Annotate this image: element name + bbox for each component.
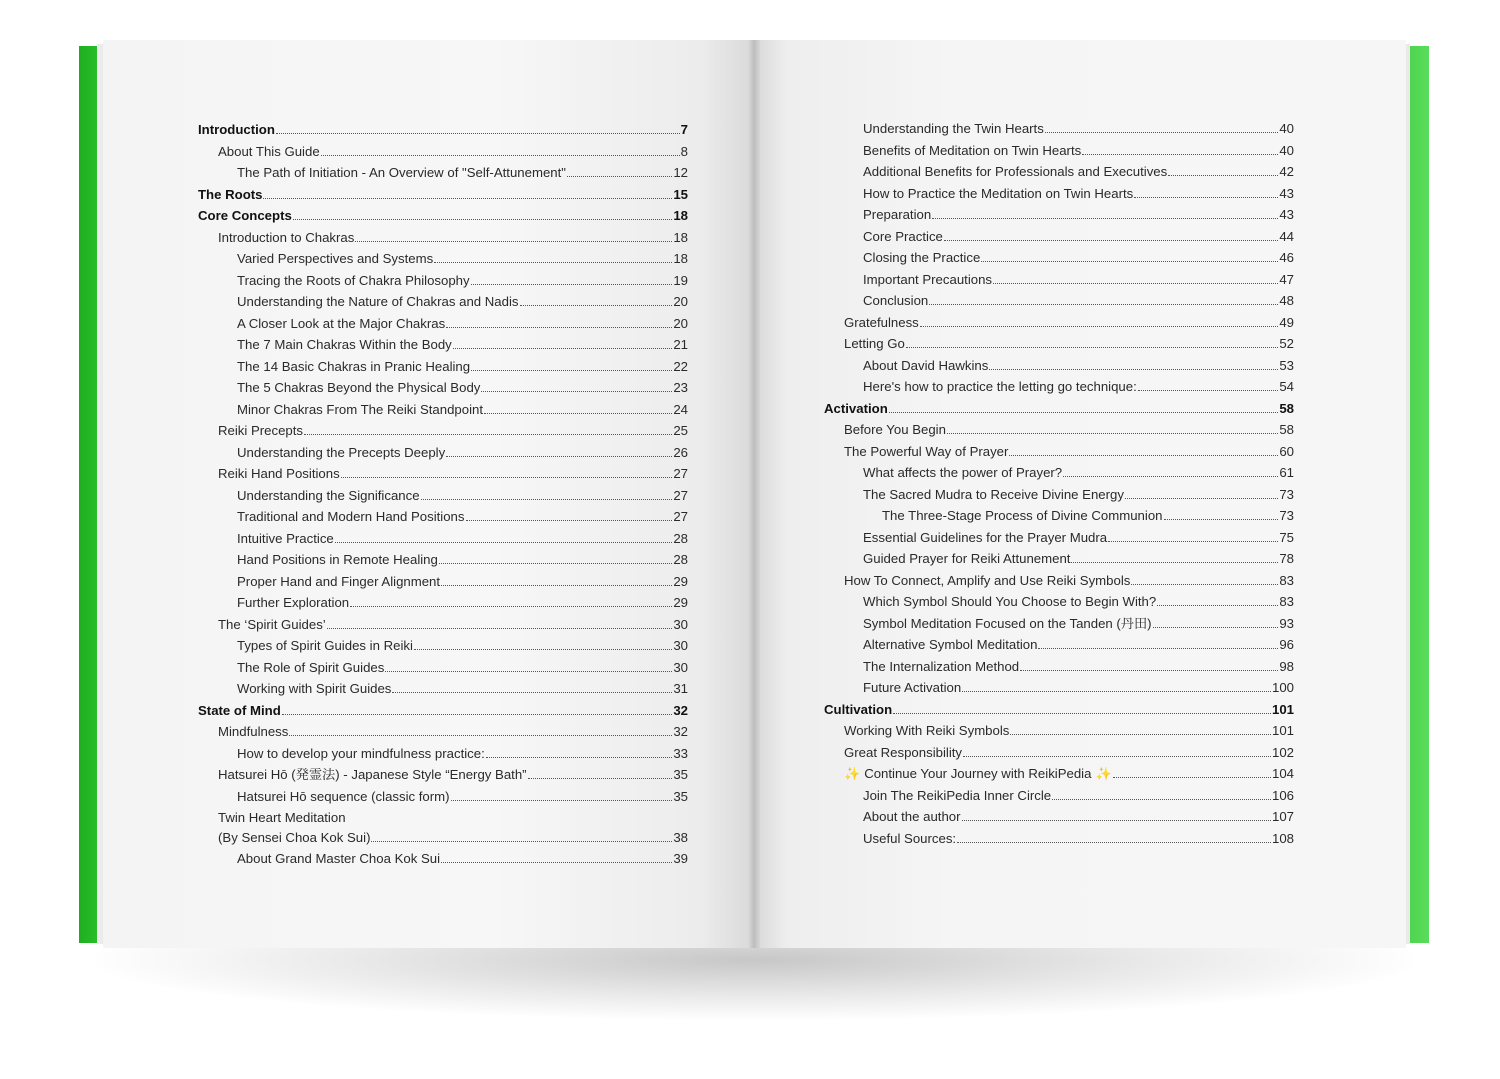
toc-leader-dots (528, 767, 673, 779)
toc-page-number: 53 (1279, 357, 1294, 373)
toc-page-number: 22 (673, 358, 688, 374)
toc-page-number: 40 (1279, 121, 1294, 136)
toc-entry-title: Hand Positions in Remote Healing (237, 552, 438, 567)
toc-entry (198, 205, 688, 227)
toc-page-number: 23 (673, 380, 688, 395)
toc-entry-title: Reiki Hand Positions (218, 466, 340, 481)
toc-page-number: 29 (673, 573, 688, 589)
toc-entry-title: Benefits of Meditation on Twin Hearts (863, 142, 1082, 158)
toc-leader-dots (282, 703, 673, 715)
toc-leader-dots (439, 552, 672, 564)
toc-page-number: 35 (673, 788, 688, 804)
toc-entry-title: Preparation (863, 207, 932, 222)
toc-leader-dots (889, 401, 1279, 413)
toc-page-number: 106 (1271, 787, 1294, 803)
toc-leader-dots (1138, 379, 1279, 391)
toc-entry-title: Understanding the Nature of Chakras and Nadis (237, 294, 519, 309)
toc-entry (824, 269, 1294, 291)
toc-leader-dots (1125, 487, 1278, 499)
toc-leader-dots (962, 680, 1271, 692)
toc-page-number: 102 (1271, 744, 1294, 760)
toc-page-number: 24 (673, 401, 688, 417)
toc-entry-title: Continue Your Journey with ReikiPedia (864, 766, 1092, 781)
toc-entry-title: Here's how to practice the letting go technique: (863, 379, 1137, 394)
toc-entry (198, 442, 688, 464)
toc-entry-title: Traditional and Modern Hand Positions (237, 509, 465, 524)
toc-leader-dots (446, 445, 672, 457)
toc-entry-title: The ‘Spirit Guides’ (218, 616, 326, 632)
toc-page-number: 47 (1279, 271, 1294, 287)
toc-leader-dots (471, 359, 672, 371)
toc-entry (824, 677, 1294, 699)
toc-entry-title: About This Guide (218, 143, 320, 159)
toc-entry-title: Which Symbol Should You Choose to Begin With? (863, 594, 1157, 609)
toc-leader-dots (981, 250, 1278, 262)
toc-page-number: 101 (1271, 723, 1294, 738)
toc-leader-dots (567, 165, 672, 177)
toc-entry (824, 312, 1294, 334)
toc-entry (824, 720, 1294, 742)
toc-entry-title: Cultivation (824, 701, 893, 717)
toc-leader-dots (276, 122, 680, 134)
toc-leader-dots (466, 509, 673, 521)
toc-leader-dots (434, 251, 672, 263)
toc-entry-title: Hatsurei Hō (発霊法) - Japanese Style “Energy Bath” (218, 767, 527, 782)
toc-entry (198, 614, 688, 636)
toc-leader-dots (414, 638, 672, 650)
toc-entry-title: About the author (863, 809, 961, 824)
toc-entry-title: Symbol Meditation Focused on the Tanden (丹田) (863, 615, 1152, 631)
toc-page-number: 32 (673, 702, 688, 718)
toc-leader-dots (289, 724, 672, 736)
toc-page-number: 20 (673, 315, 688, 331)
toc-page-number: 18 (673, 251, 688, 266)
toc-leader-dots (1045, 121, 1279, 133)
toc-entry (198, 313, 688, 335)
toc-leader-dots (385, 660, 672, 672)
toc-page-number: 73 (1279, 486, 1294, 502)
toc-entry-subtitle: (By Sensei Choa Kok Sui) (218, 830, 371, 845)
toc-entry (824, 527, 1294, 549)
toc-page-number: 61 (1279, 465, 1294, 480)
toc-entry-title: How to Practice the Meditation on Twin Hearts (863, 185, 1134, 201)
toc-page-number: 35 (673, 767, 688, 782)
toc-leader-dots (293, 208, 673, 220)
toc-entry-title: What affects the power of Prayer? (863, 465, 1063, 480)
toc-page-number: 28 (673, 552, 688, 567)
toc-entry-title: The Path of Initiation - An Overview of "Self-Attunement" (237, 165, 566, 180)
toc-leader-dots (421, 488, 673, 500)
toc-entry (824, 376, 1294, 398)
toc-leader-dots (947, 422, 1278, 434)
toc-entry (824, 118, 1294, 140)
toc-entry-title: The 14 Basic Chakras in Pranic Healing (237, 358, 471, 374)
toc-leader-dots (1010, 723, 1271, 735)
toc-page-number: 73 (1279, 508, 1294, 523)
toc-entry-title: State of Mind (198, 702, 281, 718)
toc-page-number: 19 (673, 272, 688, 288)
toc-leader-dots (1071, 551, 1278, 563)
toc-leader-dots (1113, 766, 1271, 778)
sparkle-icon: ✨ (1095, 766, 1112, 781)
toc-entry (824, 140, 1294, 162)
toc-leader-dots (304, 423, 672, 435)
toc-page-number: 20 (673, 294, 688, 309)
toc-entry-title: Types of Spirit Guides in Reiki (237, 638, 413, 653)
toc-entry-title: Future Activation (863, 680, 962, 695)
toc-leader-dots (957, 831, 1271, 843)
toc-entry-title: Varied Perspectives and Systems (237, 251, 434, 266)
toc-page-number: 27 (673, 487, 688, 503)
toc-entry (198, 377, 688, 399)
toc-page-number: 15 (673, 186, 688, 202)
toc-entry-title: Important Precautions (863, 271, 993, 287)
toc-entry-title: A Closer Look at the Major Chakras (237, 315, 446, 331)
toc-entry-title: Working with Spirit Guides (237, 681, 392, 696)
toc-entry (198, 657, 688, 679)
toc-page-number: 44 (1279, 228, 1294, 244)
toc-page-number: 29 (673, 595, 688, 610)
toc-page-number: 83 (1279, 594, 1294, 609)
toc-page-number: 58 (1279, 422, 1294, 437)
toc-entry (824, 355, 1294, 377)
toc-entry (824, 570, 1294, 592)
toc-entry (824, 183, 1294, 205)
toc-leader-dots (989, 358, 1278, 370)
toc-leader-dots (392, 681, 672, 693)
toc-leader-dots (1134, 186, 1278, 198)
toc-entry (824, 398, 1294, 420)
toc-leader-dots (1038, 637, 1278, 649)
toc-list-right (824, 118, 1294, 849)
toc-entry (198, 334, 688, 356)
toc-entry-title: About David Hawkins (863, 357, 989, 373)
toc-entry-title: Tracing the Roots of Chakra Philosophy (237, 272, 470, 288)
toc-page-number: 31 (673, 681, 688, 696)
toc-leader-dots (920, 315, 1279, 327)
toc-entry (824, 226, 1294, 248)
toc-page-number: 100 (1271, 680, 1294, 695)
toc-entry (198, 291, 688, 313)
toc-entry-title: Hatsurei Hō sequence (classic form) (237, 788, 450, 804)
toc-entry-title: Alternative Symbol Meditation (863, 637, 1038, 652)
toc-entry-title: Join The ReikiPedia Inner Circle (863, 787, 1052, 803)
toc-page-number: 30 (673, 659, 688, 675)
toc-page-number: 25 (673, 423, 688, 438)
toc-entry (824, 613, 1294, 635)
toc-entry (198, 549, 688, 571)
toc-page-number: 96 (1279, 637, 1294, 652)
toc-page-number: 48 (1279, 293, 1294, 308)
toc-entry (198, 506, 688, 528)
toc-page-number: 83 (1279, 572, 1294, 588)
toc-leader-dots (1063, 465, 1278, 477)
toc-entry-title: The Three-Stage Process of Divine Communion (882, 508, 1163, 523)
toc-page-number: 7 (680, 122, 688, 137)
toc-entry (824, 419, 1294, 441)
toc-page-number: 32 (673, 724, 688, 739)
toc-leader-dots (453, 337, 673, 349)
toc-entry (198, 592, 688, 614)
toc-leader-dots (451, 789, 673, 801)
toc-page-number: 18 (673, 229, 688, 245)
toc-entry (198, 721, 688, 743)
toc-leader-dots (1082, 143, 1278, 155)
toc-leader-dots (484, 402, 672, 414)
toc-page-number: 26 (673, 444, 688, 460)
toc-entry-title: Mindfulness (218, 724, 289, 739)
toc-page-number: 28 (673, 530, 688, 546)
toc-page-number: 78 (1279, 551, 1294, 566)
toc-entry (824, 656, 1294, 678)
toc-leader-dots (1052, 788, 1271, 800)
toc-page-number: 40 (1279, 142, 1294, 158)
toc-entry (198, 485, 688, 507)
toc-leader-dots (944, 229, 1278, 241)
toc-entry-title: How To Connect, Amplify and Use Reiki Symbols (844, 572, 1131, 588)
toc-leader-dots (263, 187, 672, 199)
toc-leader-dots (1108, 530, 1278, 542)
toc-entry-title: Working With Reiki Symbols (844, 723, 1010, 738)
toc-entry-title: Activation (824, 400, 888, 416)
toc-page-number: 39 (673, 851, 688, 866)
toc-entry-title: The Internalization Method (863, 658, 1020, 674)
toc-leader-dots (906, 336, 1278, 348)
toc-entry-title: Gratefulness (844, 314, 919, 330)
toc-leader-dots (893, 702, 1271, 714)
toc-entry (824, 634, 1294, 656)
toc-entry (198, 764, 688, 786)
toc-entry-title: Intuitive Practice (237, 530, 334, 546)
toc-page-number: 42 (1279, 164, 1294, 179)
toc-leader-dots (1131, 573, 1278, 585)
toc-page-number: 52 (1279, 336, 1294, 351)
toc-page-number: 101 (1271, 701, 1294, 717)
toc-entry-title: Guided Prayer for Reiki Attunement (863, 551, 1071, 566)
toc-leader-dots (327, 617, 673, 629)
toc-entry-title: Understanding the Precepts Deeply (237, 444, 446, 460)
toc-leader-dots (355, 230, 672, 242)
toc-entry (198, 743, 688, 765)
toc-entry-title: The 7 Main Chakras Within the Body (237, 337, 452, 352)
toc-leader-dots (446, 316, 672, 328)
toc-entry (824, 290, 1294, 312)
toc-entry (198, 700, 688, 722)
toc-entry-title: Further Exploration (237, 595, 350, 610)
toc-leader-dots (441, 851, 672, 863)
toc-entry-title: The Role of Spirit Guides (237, 659, 385, 675)
toc-entry-title: Letting Go (844, 336, 905, 351)
toc-leader-dots (371, 830, 672, 842)
toc-page-number: 30 (673, 616, 688, 632)
toc-entry-title: Reiki Precepts (218, 423, 304, 438)
toc-page-number: 58 (1279, 400, 1294, 416)
toc-page-number: 38 (673, 830, 688, 845)
toc-entry-title: Core Practice (863, 228, 943, 244)
toc-entry-title: Minor Chakras From The Reiki Standpoint (237, 401, 484, 417)
toc-entry-title: How to develop your mindfulness practice: (237, 745, 485, 761)
toc-leader-dots (1020, 659, 1278, 671)
toc-entry (824, 828, 1294, 850)
toc-leader-dots (1009, 444, 1278, 456)
toc-entry-title: The Sacred Mudra to Receive Divine Energy (863, 486, 1124, 502)
toc-page-number: 43 (1279, 207, 1294, 222)
toc-entry-title: Before You Begin (844, 422, 946, 437)
toc-entry (824, 247, 1294, 269)
toc-page-number: 60 (1279, 443, 1294, 459)
toc-page-number: 93 (1279, 615, 1294, 631)
toc-leader-dots (932, 207, 1278, 219)
toc-entry (824, 806, 1294, 828)
toc-entry-title: Twin Heart Meditation (218, 810, 346, 825)
toc-leader-dots (1157, 594, 1278, 606)
toc-entry (198, 141, 688, 163)
toc-entry-title: Essential Guidelines for the Prayer Mudra (863, 529, 1108, 545)
toc-page-number: 54 (1279, 379, 1294, 394)
toc-page-number: 98 (1279, 658, 1294, 674)
toc-leader-dots (471, 273, 673, 285)
toc-leader-dots (963, 745, 1271, 757)
toc-leader-dots (441, 574, 672, 586)
left-page (103, 40, 753, 948)
toc-entry-title: The 5 Chakras Beyond the Physical Body (237, 380, 481, 395)
toc-entry (198, 227, 688, 249)
toc-leader-dots (321, 144, 680, 156)
toc-entry (824, 161, 1294, 183)
toc-entry (198, 162, 688, 184)
toc-entry-title: Introduction to Chakras (218, 229, 355, 245)
toc-entry-title: Understanding the Significance (237, 487, 420, 503)
toc-entry (824, 785, 1294, 807)
toc-entry (198, 807, 688, 848)
toc-entry-title: Useful Sources: (863, 830, 957, 846)
toc-page-number: 30 (673, 638, 688, 653)
toc-entry-title: Closing the Practice (863, 250, 981, 265)
toc-page-number: 46 (1279, 250, 1294, 265)
toc-page-number: 49 (1279, 314, 1294, 330)
toc-entry-title: Conclusion (863, 293, 929, 308)
toc-entry-title: Core Concepts (198, 208, 292, 223)
toc-entry (198, 848, 688, 870)
toc-entry (198, 399, 688, 421)
book-gutter (748, 40, 760, 948)
toc-entry-title: Great Responsibility (844, 744, 963, 760)
toc-entry (824, 333, 1294, 355)
toc-page-number: 43 (1279, 185, 1294, 201)
toc-entry (198, 270, 688, 292)
toc-page-number: 27 (673, 466, 688, 481)
toc-entry (198, 528, 688, 550)
toc-entry-title: The Powerful Way of Prayer (844, 443, 1009, 459)
toc-entry-title: About Grand Master Choa Kok Sui (237, 851, 441, 866)
toc-leader-dots (481, 380, 672, 392)
right-page (754, 40, 1406, 948)
toc-page-number: 104 (1271, 766, 1294, 781)
toc-page-number: 8 (680, 143, 688, 159)
toc-entry (824, 548, 1294, 570)
toc-entry (824, 699, 1294, 721)
toc-entry (198, 678, 688, 700)
toc-entry (824, 591, 1294, 613)
toc-page-number: 108 (1271, 830, 1294, 846)
toc-leader-dots (962, 809, 1271, 821)
toc-page-number: 21 (673, 337, 688, 352)
toc-page-number: 33 (673, 745, 688, 761)
toc-entry (198, 184, 688, 206)
toc-entry (824, 441, 1294, 463)
cover-right (1408, 46, 1429, 943)
toc-leader-dots (993, 272, 1278, 284)
toc-entry-title: The Roots (198, 186, 263, 202)
sparkle-icon: ✨ (844, 766, 861, 781)
toc-entry-title: Understanding the Twin Hearts (863, 121, 1044, 136)
toc-page-number: 27 (673, 509, 688, 524)
toc-entry (198, 420, 688, 442)
toc-leader-dots (1168, 164, 1278, 176)
toc-entry (824, 462, 1294, 484)
toc-entry (824, 204, 1294, 226)
toc-page-number: 18 (673, 208, 688, 223)
toc-entry (824, 742, 1294, 764)
toc-entry (824, 763, 1294, 785)
toc-entry (198, 635, 688, 657)
toc-leader-dots (520, 294, 673, 306)
toc-entry (824, 484, 1294, 506)
toc-entry-title: Introduction (198, 122, 275, 137)
toc-entry (198, 463, 688, 485)
toc-leader-dots (335, 531, 673, 543)
toc-page-number: 75 (1279, 529, 1294, 545)
toc-page-number: 12 (673, 165, 688, 180)
toc-leader-dots (929, 293, 1278, 305)
toc-entry (198, 356, 688, 378)
toc-entry (824, 505, 1294, 527)
toc-leader-dots (1153, 616, 1279, 628)
toc-entry-title: Proper Hand and Finger Alignment (237, 573, 441, 589)
toc-leader-dots (341, 466, 673, 478)
toc-page-number: 107 (1271, 809, 1294, 824)
toc-entry (198, 248, 688, 270)
toc-list-left (198, 119, 688, 870)
toc-leader-dots (486, 746, 673, 758)
toc-entry (198, 571, 688, 593)
toc-entry (198, 119, 688, 141)
toc-entry-title: Additional Benefits for Professionals and Executives (863, 164, 1168, 179)
toc-leader-dots (350, 595, 672, 607)
toc-leader-dots (1164, 508, 1279, 520)
toc-entry (198, 786, 688, 808)
